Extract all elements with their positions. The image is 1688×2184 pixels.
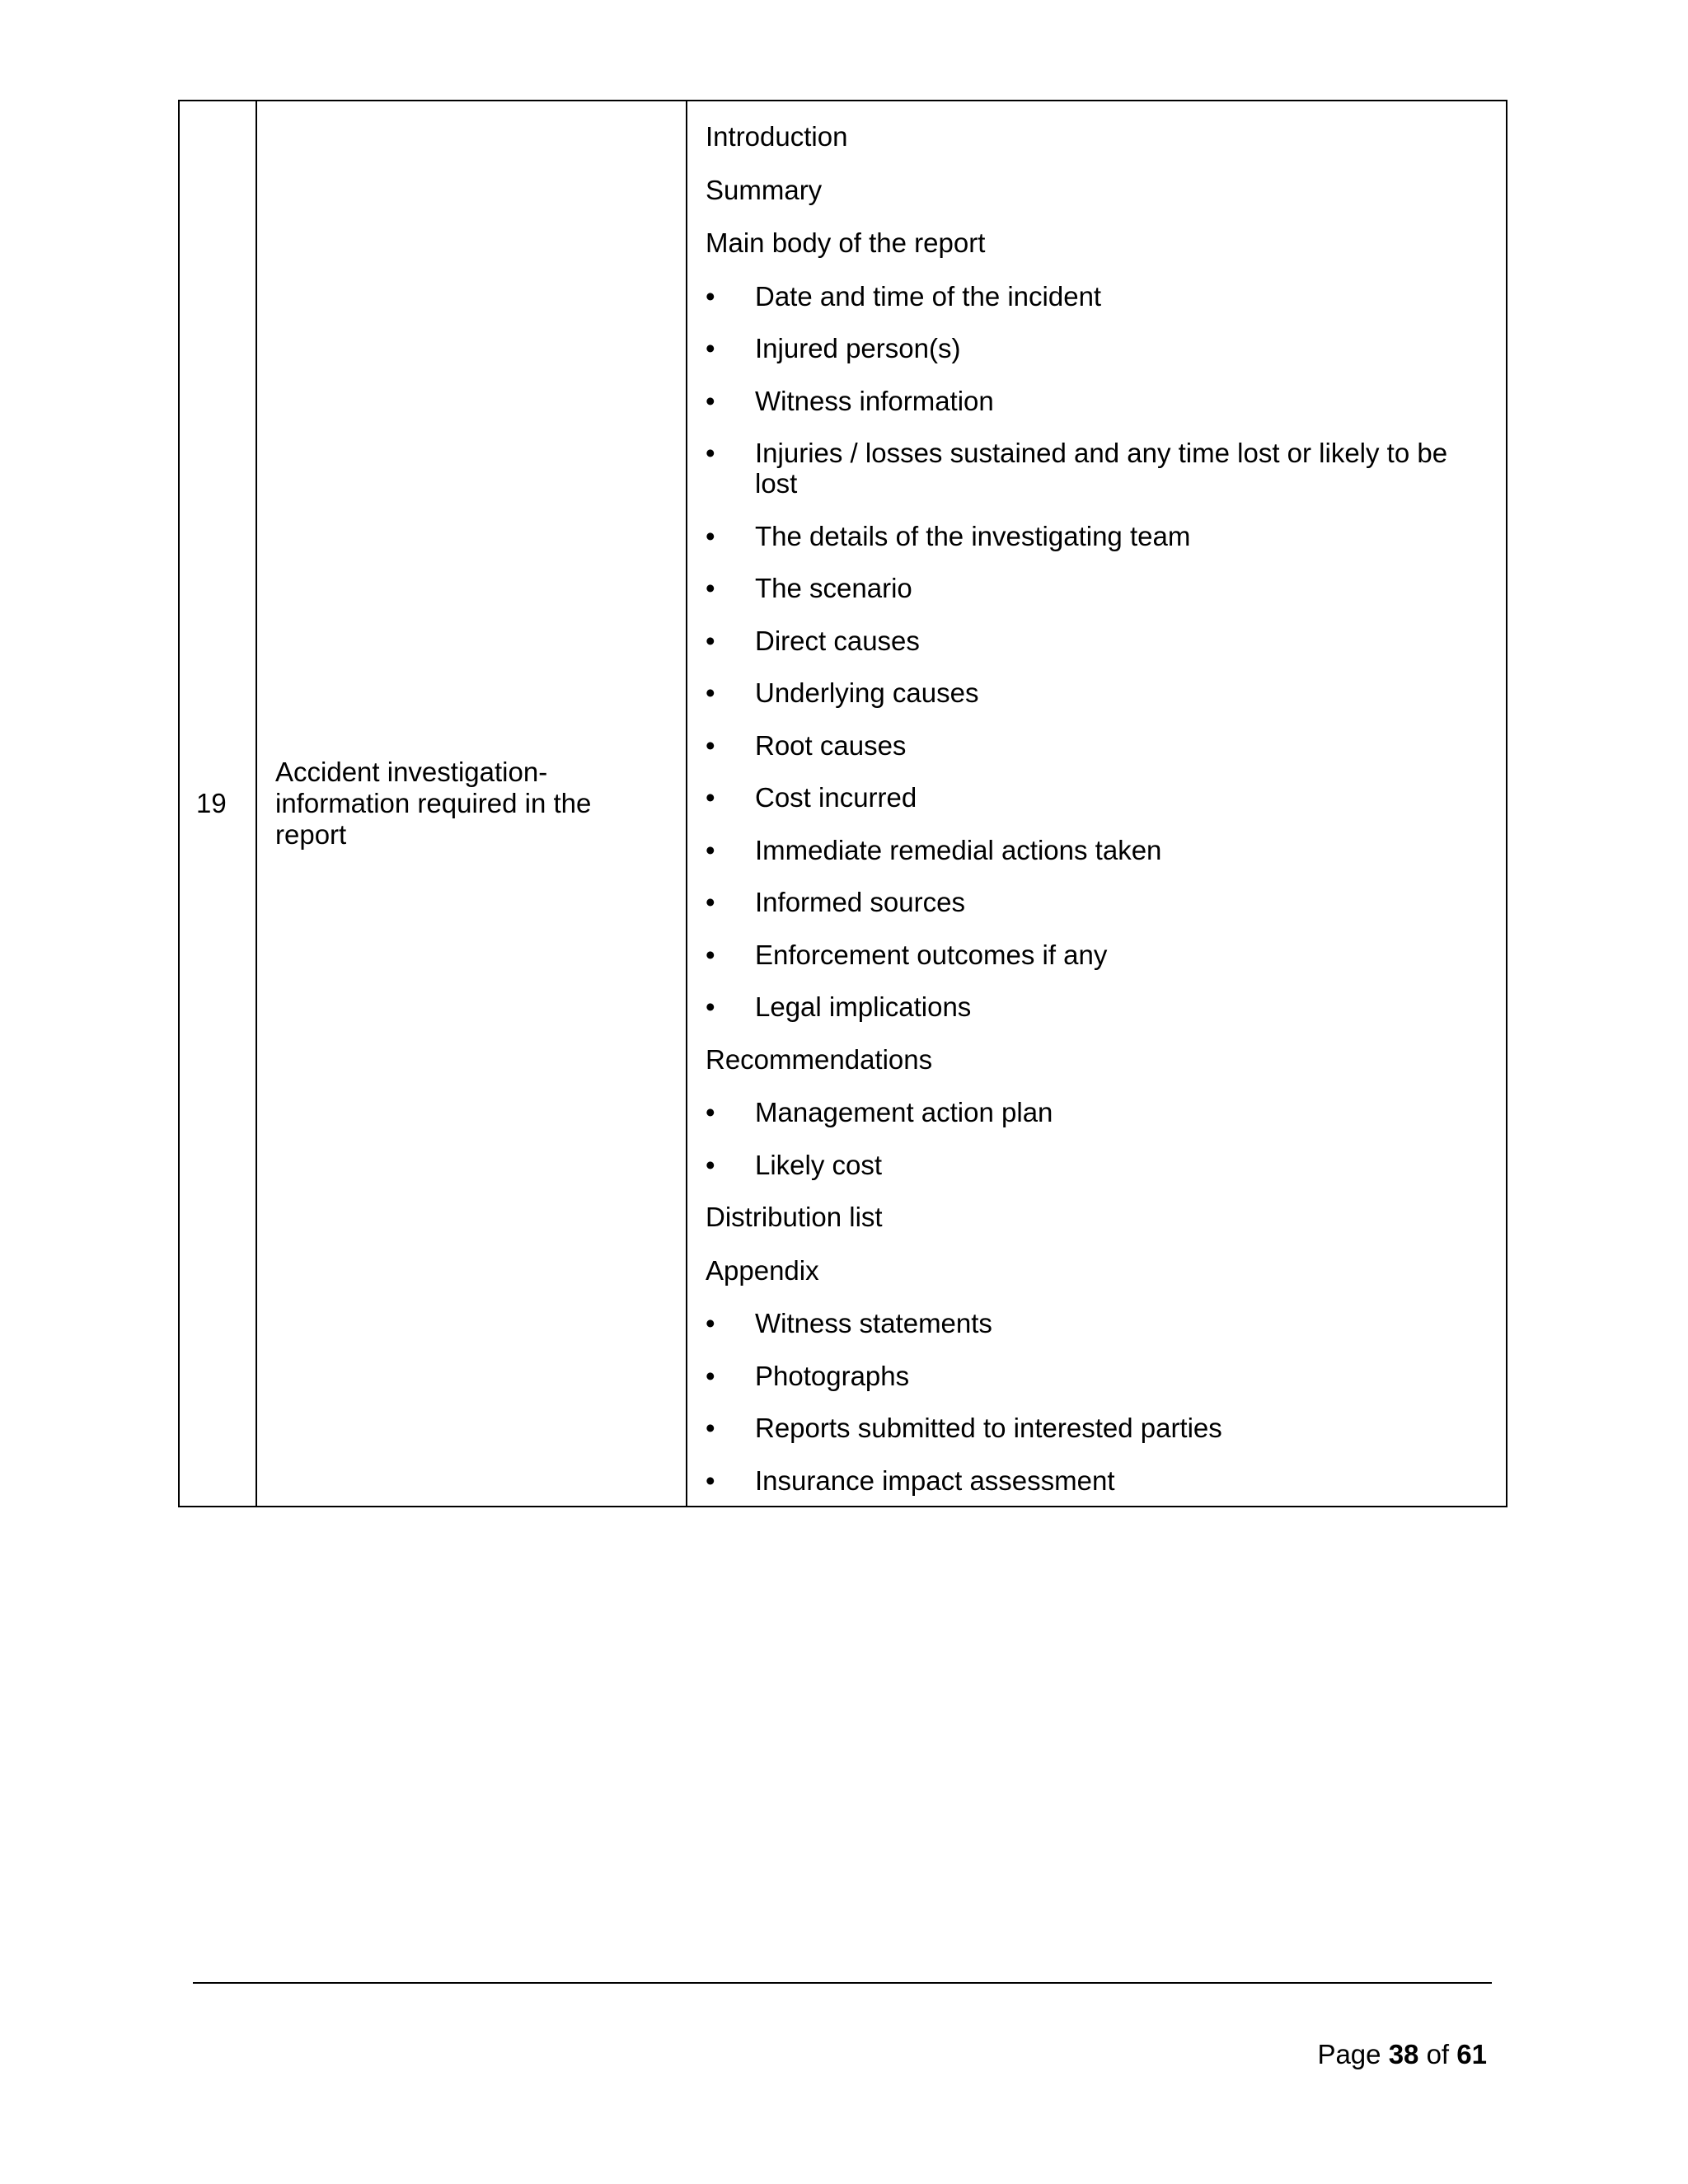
list-item-text: The scenario [755,573,912,603]
bullet-item [706,782,1489,813]
topic-cell [256,101,687,1507]
list-item-text: Introduction [706,121,848,152]
bullet-dot-icon: • [706,729,715,761]
list-item-text: Appendix [706,1254,819,1286]
bullet-item [706,333,1489,363]
section-heading [706,175,1489,206]
table-row [179,101,1507,1507]
section-heading [706,227,1489,259]
bullet-item [706,573,1489,603]
current-page: 38 [1388,2039,1419,2069]
list-item-text: The details of the investigating team [755,520,1191,551]
bullet-item [706,281,1489,312]
bullet-item [706,1361,1489,1391]
details-cell [687,101,1507,1507]
list-item-text: Witness information [755,385,994,416]
bullet-item [706,887,1489,917]
bullet-dot-icon: • [706,1308,715,1338]
bullet-item [706,730,1489,761]
bullet-item [706,386,1489,416]
bullet-item [706,1413,1489,1443]
list-item-text: Likely cost [755,1149,883,1180]
page-separator: of [1426,2039,1450,2069]
list-item-text: Enforcement outcomes if any [755,939,1108,970]
list-item-text: Underlying causes [755,677,979,708]
list-item-text: Informed sources [755,887,965,917]
section-heading [706,1202,1489,1233]
bullet-dot-icon: • [706,1149,715,1180]
bullet-item [706,835,1489,865]
bullet-dot-icon: • [706,573,715,603]
bullet-item [706,1465,1489,1496]
list-item-text: Insurance impact assessment [755,1465,1115,1496]
page-prefix: Page [1317,2039,1381,2069]
row-number: 19 [196,787,227,818]
bullet-dot-icon: • [706,1413,715,1443]
bullet-dot-icon: • [706,782,715,813]
row-number-cell [179,101,256,1507]
bullet-item [706,521,1489,551]
bullet-item [706,940,1489,970]
list-item-text: Management action plan [755,1097,1053,1127]
list-item-text: Root causes [755,729,907,761]
bullet-item [706,991,1489,1022]
bullet-item [706,1097,1489,1127]
bullet-item [706,438,1489,499]
content-table [178,100,1507,1507]
list-item-text: Distribution list [706,1202,883,1232]
bullet-dot-icon: • [706,834,715,865]
section-heading [706,1044,1489,1076]
bullet-dot-icon: • [706,1465,715,1496]
list-item-text: Main body of the report [706,227,986,258]
total-pages: 61 [1456,2039,1487,2069]
bullet-dot-icon: • [706,1360,715,1391]
bullet-dot-icon: • [706,625,715,656]
list-item-text: Injured person(s) [755,333,961,363]
bullet-dot-icon: • [706,1097,715,1127]
list-item-text: Witness statements [755,1308,992,1338]
bullet-dot-icon: • [706,385,715,416]
footer-divider [193,1982,1492,1984]
section-heading [706,121,1489,152]
list-item-text: Direct causes [755,625,920,656]
list-item-text: Recommendations [706,1043,933,1075]
bullet-dot-icon: • [706,887,715,917]
bullet-item [706,1308,1489,1338]
bullet-dot-icon: • [706,280,715,312]
list-item-text: Photographs [755,1360,910,1391]
list-item-text: Legal implications [755,991,972,1022]
bullet-dot-icon: • [706,333,715,363]
topic-text: Accident investigation- information required in the report [275,756,592,850]
list-item-text: Immediate remedial actions taken [755,834,1162,865]
list-item-text: Summary [706,174,823,205]
report-contents-list [706,121,1489,1496]
list-item-text: Reports submitted to interested parties [755,1413,1222,1443]
bullet-dot-icon: • [706,939,715,970]
list-item-text: Date and time of the incident [755,280,1102,312]
bullet-dot-icon: • [706,991,715,1022]
list-item-text: Injuries / losses sustained and any time lost or likely to be lost [755,438,1448,499]
section-heading [706,1255,1489,1286]
bullet-item [706,626,1489,656]
page-number [1317,2039,1487,2070]
bullet-dot-icon: • [706,438,715,468]
bullet-item [706,1150,1489,1180]
bullet-dot-icon: • [706,677,715,708]
bullet-item [706,677,1489,708]
list-item-text: Cost incurred [755,782,917,813]
bullet-dot-icon: • [706,520,715,551]
